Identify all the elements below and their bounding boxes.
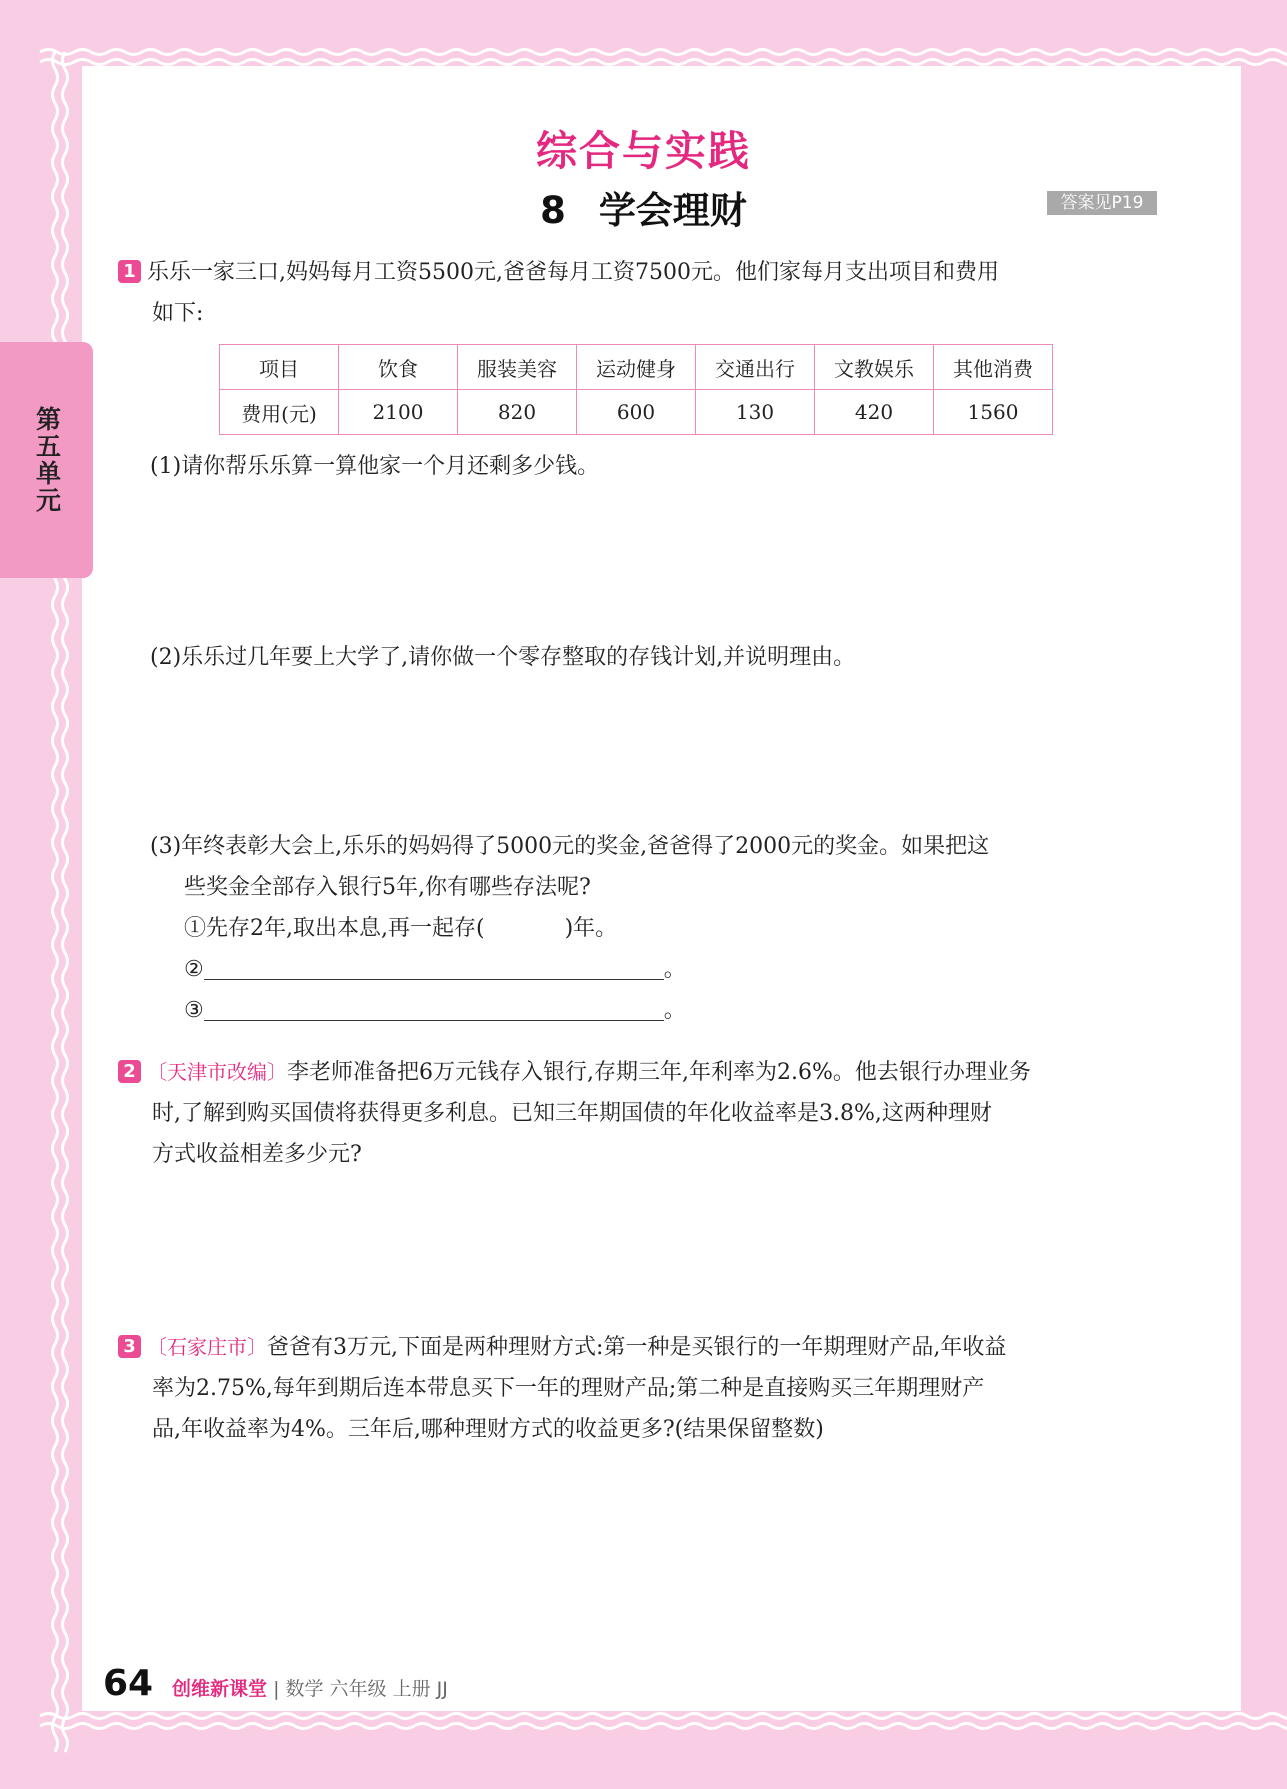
question-1 [118,252,999,334]
table-cell: 600 [577,390,696,435]
q1-sub3-line1: (3)年终表彰大会上,乐乐的妈妈得了5000元的奖金,爸爸得了2000元的奖金。如果把这 [150,834,990,859]
table-cell: 其他消费 [934,345,1053,390]
option-1 [150,908,989,949]
q1-text-line1: 乐乐一家三口,妈妈每月工资5500元,爸爸每月工资7500元。他们家每月支出项目和费用 [147,260,999,285]
table-cell: 项目 [220,345,339,390]
q3-text-line2: 率为2.75%,每年到期后连本带息买下一年的理财产品;第二种是直接购买三年期理财产 [152,1376,985,1401]
question-number-1: 1 [118,260,141,283]
question-number-3: 3 [118,1335,141,1358]
book-details: 数学 六年级 上册 JJ [285,1678,448,1700]
table-cell: 交通出行 [696,345,815,390]
q2-text-line1: 李老师准备把6万元钱存入银行,存期三年,年利率为2.6%。他去银行办理业务 [287,1060,1031,1085]
table-cell: 820 [458,390,577,435]
option-1-prefix: ①先存2年,取出本息,再一起存( [184,916,485,941]
option-2-label: ② [184,957,204,982]
wave-line [53,52,58,1752]
q3-text-line3: 品,年收益率为4%。三年后,哪种理财方式的收益更多?(结果保留整数) [152,1417,824,1442]
question-number-2: 2 [118,1060,141,1083]
option-3-period: 。 [663,998,686,1023]
expense-table [219,344,1053,435]
q3-text-line1: 爸爸有3万元,下面是两种理财方式:第一种是买银行的一年期理财产品,年收益 [267,1335,1007,1360]
question-source: 〔石家庄市〕 [147,1335,267,1359]
wave-line [40,50,1287,55]
table-cell: 服装美容 [458,345,577,390]
q1-text-line2: 如下: [152,301,204,326]
lesson-name: 学会理财 [598,189,747,232]
unit-side-tab [0,342,93,578]
wave-line [63,52,68,1752]
lesson-number: 8 [540,189,566,232]
wave-line [40,1724,1287,1729]
wave-line [40,60,1287,65]
q1-sub3-line2: 些奖金全部存入银行5年,你有哪些存法呢? [184,875,591,900]
table-cell: 1560 [934,390,1053,435]
option-3 [150,990,989,1031]
option-2-period: 。 [663,957,686,982]
option-1-suffix: )年。 [564,916,618,941]
table-cell: 费用(元) [220,390,339,435]
question-3 [118,1327,1006,1450]
answer-reference-badge: 答案见P19 [1047,191,1157,215]
q1-sub-question-2: (2)乐乐过几年要上大学了,请你做一个零存整取的存钱计划,并说明理由。 [150,645,856,670]
wave-line [40,1714,1287,1719]
table-cell: 2100 [339,390,458,435]
option-2 [150,949,989,990]
option-3-label: ③ [184,998,204,1023]
page-number: 64 [103,1663,154,1704]
table-cell: 文教娱乐 [815,345,934,390]
table-row [220,390,1053,435]
table-cell: 运动健身 [577,345,696,390]
q2-text-line3: 方式收益相差多少元? [152,1142,362,1167]
table-header-row [220,345,1053,390]
answer-blank-line[interactable] [204,992,664,1021]
footer-book-info [172,1674,448,1701]
q1-sub-question-1: (1)请你帮乐乐算一算他家一个月还剩多少钱。 [150,454,600,479]
question-source: 〔天津市改编〕 [147,1060,287,1084]
unit-label: 第五单元 [32,406,62,514]
question-2 [118,1052,1031,1175]
section-title: 综合与实践 [536,127,751,175]
q1-sub-question-3 [150,826,989,1031]
table-cell: 130 [696,390,815,435]
answer-blank-line[interactable] [204,951,664,980]
footer-separator: | [273,1678,280,1700]
table-cell: 420 [815,390,934,435]
q2-text-line2: 时,了解到购买国债将获得更多利息。已知三年期国债的年化收益率是3.8%,这两种理财 [152,1101,992,1126]
table-cell: 饮食 [339,345,458,390]
brand-name: 创维新课堂 [172,1678,268,1700]
